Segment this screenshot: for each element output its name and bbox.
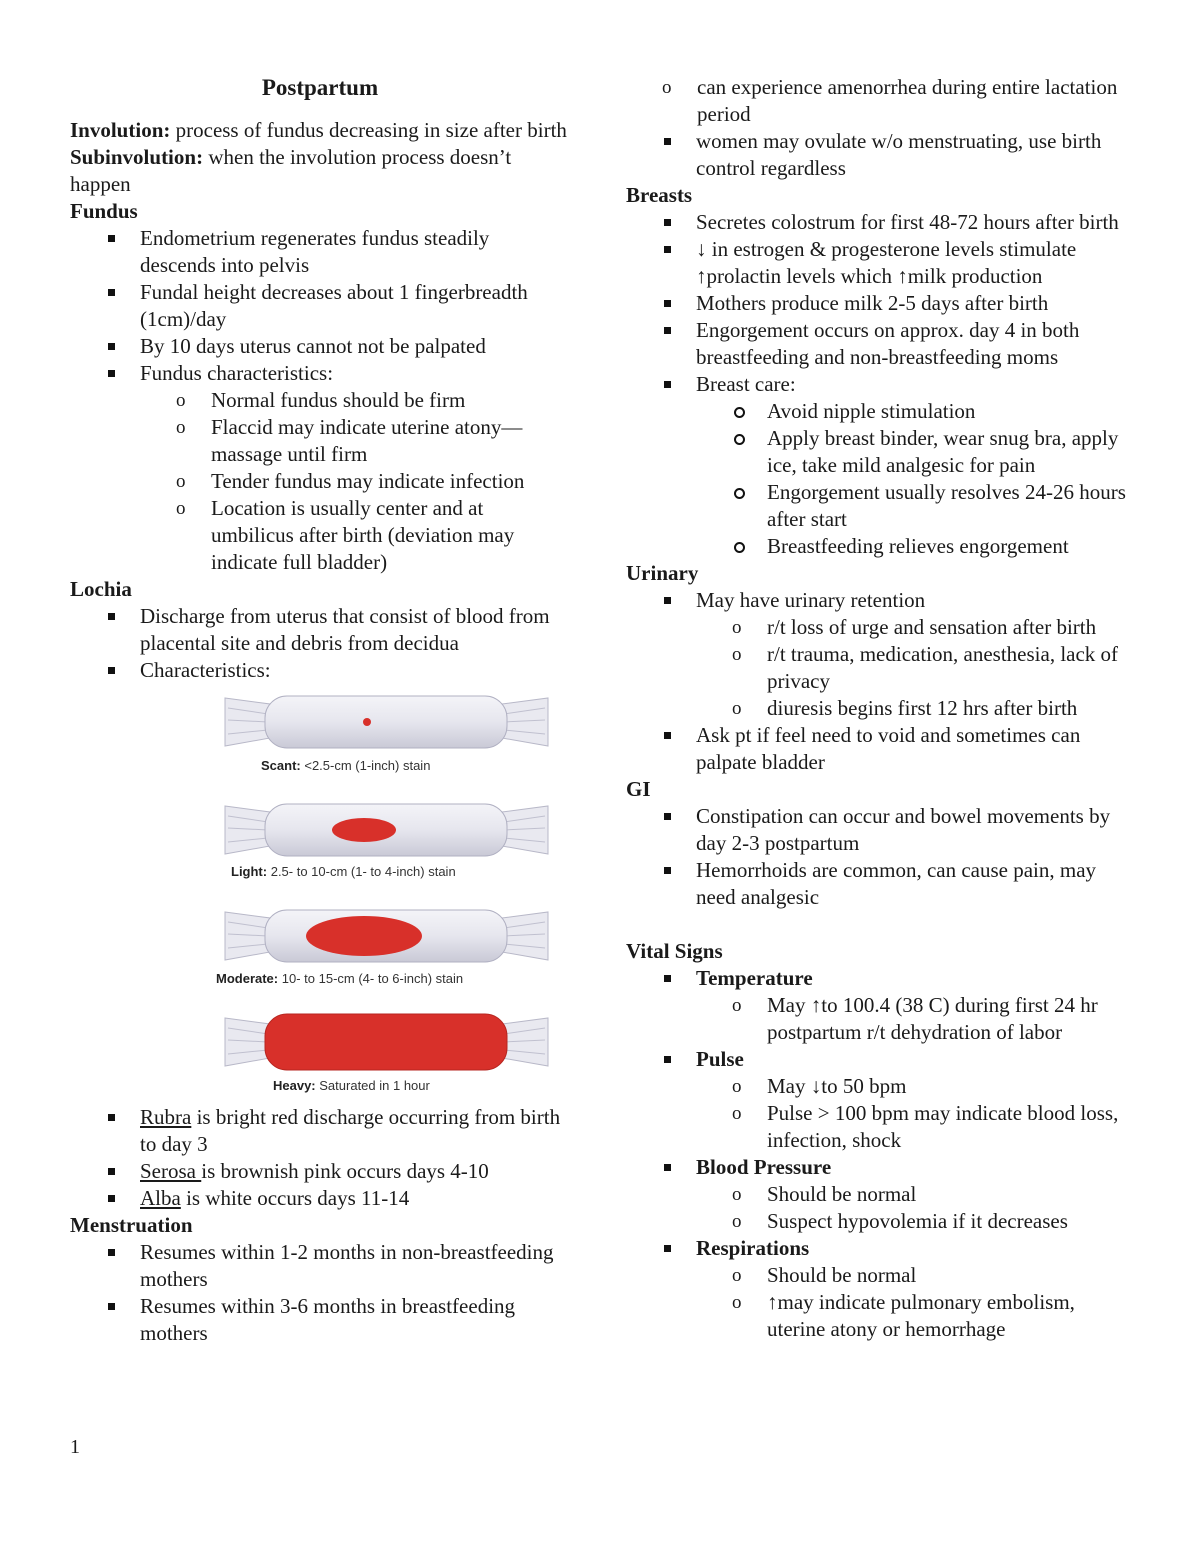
lochia-pad-figure <box>70 690 570 1100</box>
list-item <box>626 965 1136 1046</box>
list-item: Endometrium regenerates fundus steadily descends into pelvis <box>70 225 570 279</box>
list-item <box>626 371 1136 560</box>
pad-caption-label: Scant: <box>261 758 301 773</box>
lochia-types-list <box>70 1104 570 1212</box>
lochia-type-name: Alba <box>140 1186 181 1210</box>
sub-list-item: o Pulse > 100 bpm may indicate blood loss, infection, shock <box>626 1100 1136 1154</box>
page-number: 1 <box>70 1436 80 1458</box>
list-item: Engorgement occurs on approx. day 4 in both breastfeeding and non-breastfeeding moms <box>626 317 1136 371</box>
sub-list-item: o Tender fundus may indicate infection <box>70 468 570 495</box>
pad-moderate <box>225 910 548 962</box>
vital-name: Temperature <box>696 966 813 990</box>
pad-caption-desc: 2.5- to 10-cm (1- to 4-inch) stain <box>270 864 456 879</box>
vital-sub-list <box>626 1262 1136 1343</box>
vital-sub-list <box>626 1181 1136 1235</box>
pad-caption-label: Moderate: <box>216 971 279 986</box>
sub-list-item: o r/t trauma, medication, anesthesia, lack of privacy <box>626 641 1136 695</box>
sub-list-item: o ↑may indicate pulmonary embolism, uterine atony or hemorrhage <box>626 1289 1136 1343</box>
pad-light <box>225 804 548 856</box>
vital-sub-list <box>626 992 1136 1046</box>
breasts-list <box>626 209 1136 560</box>
sub-list-item: o May ↓to 50 bpm <box>626 1073 1136 1100</box>
pad-scant <box>225 696 548 748</box>
pad-caption-desc: 10- to 15-cm (4- to 6-inch) stain <box>281 971 464 986</box>
stain-scant <box>363 718 371 726</box>
sub-list-item: Avoid nipple stimulation <box>626 398 1136 425</box>
sub-list-item: o Suspect hypovolemia if it decreases <box>626 1208 1136 1235</box>
menstruation-sub-list <box>556 74 1136 128</box>
list-item: women may ovulate w/o menstruating, use birth control regardless <box>626 128 1136 182</box>
left-column <box>70 74 570 1347</box>
list-item: Resumes within 1-2 months in non-breastfeeding mothers <box>70 1239 570 1293</box>
right-column <box>626 74 1136 1343</box>
page-title: Postpartum <box>261 75 379 100</box>
stain-light <box>332 818 396 842</box>
definition-text: when the involution process doesn’t happen <box>70 145 512 196</box>
sub-list-item: o Location is usually center and at umbilicus after birth (deviation may indicate full bladder) <box>70 495 570 576</box>
list-item: By 10 days uterus cannot not be palpated <box>70 333 570 360</box>
list-item: Fundal height decreases about 1 fingerbreadth (1cm)/day <box>70 279 570 333</box>
section-heading-menstruation: Menstruation <box>70 1213 193 1237</box>
pad-caption-scant <box>261 752 430 779</box>
lochia-type-name: Rubra <box>140 1105 192 1129</box>
list-item: Secretes colostrum for first 48-72 hours after birth <box>626 209 1136 236</box>
section-heading-fundus: Fundus <box>70 199 138 223</box>
vital-sub-list <box>626 1073 1136 1154</box>
pad-caption-label: Heavy: <box>273 1078 316 1093</box>
pad-caption-light <box>231 858 456 885</box>
lochia-type-text: is white occurs days 11-14 <box>180 1186 410 1210</box>
section-heading-urinary: Urinary <box>626 561 699 585</box>
section-heading-lochia: Lochia <box>70 577 132 601</box>
definition-term: Subinvolution: <box>70 145 204 169</box>
list-item <box>626 1235 1136 1343</box>
pad-caption-heavy <box>273 1072 430 1099</box>
list-item <box>626 1154 1136 1235</box>
sub-list-item: Apply breast binder, wear snug bra, apply ice, take mild analgesic for pain <box>626 425 1136 479</box>
list-item <box>70 1104 570 1158</box>
list-item: Discharge from uterus that consist of blood from placental site and debris from decidua <box>70 603 570 657</box>
sub-list-item: Breastfeeding relieves engorgement <box>626 533 1136 560</box>
section-heading-vital-signs: Vital Signs <box>626 939 723 963</box>
stain-heavy <box>265 1014 507 1070</box>
list-item: ↓ in estrogen & progesterone levels stimulate ↑prolactin levels which ↑milk production <box>626 236 1136 290</box>
gi-list <box>626 803 1136 911</box>
sub-list-item: Engorgement usually resolves 24-26 hours after start <box>626 479 1136 533</box>
spacer <box>626 911 1136 938</box>
list-item <box>626 587 1136 722</box>
list-item: Characteristics: <box>70 657 570 684</box>
sub-list-item: o May ↑to 100.4 (38 C) during first 24 hr postpartum r/t dehydration of labor <box>626 992 1136 1046</box>
lochia-type-text: is brownish pink occurs days 4-10 <box>201 1159 489 1183</box>
lochia-type-name: Serosa <box>140 1159 202 1183</box>
urinary-list <box>626 587 1136 776</box>
list-item-text: Fundus characteristics: <box>140 361 334 385</box>
pad-caption-label: Light: <box>231 864 268 879</box>
vital-name: Blood Pressure <box>696 1155 832 1179</box>
vitals-list <box>626 965 1136 1343</box>
definition-term: Involution: <box>70 118 171 142</box>
list-item: Hemorrhoids are common, can cause pain, may need analgesic <box>626 857 1136 911</box>
fundus-characteristics-list <box>70 387 570 576</box>
sub-list-item: o r/t loss of urge and sensation after birth <box>626 614 1136 641</box>
list-item <box>70 1185 570 1212</box>
vital-name: Respirations <box>696 1236 810 1260</box>
section-heading-gi: GI <box>626 777 651 801</box>
sub-list-item: o Normal fundus should be firm <box>70 387 570 414</box>
fundus-list <box>70 225 570 576</box>
stain-moderate <box>306 916 422 956</box>
list-item <box>70 1158 570 1185</box>
breast-care-list <box>626 398 1136 560</box>
list-item: Constipation can occur and bowel movements by day 2-3 postpartum <box>626 803 1136 857</box>
urinary-sub-list <box>626 614 1136 722</box>
menstruation-list <box>70 1239 570 1347</box>
definition-involution <box>70 117 570 144</box>
menstruation-more-list <box>626 128 1136 182</box>
sub-list-item: o can experience amenorrhea during entire lactation period <box>556 74 1136 128</box>
list-item-text: Breast care: <box>696 372 796 396</box>
list-item: Ask pt if feel need to void and sometimes can palpate bladder <box>626 722 1136 776</box>
vital-name: Pulse <box>696 1047 744 1071</box>
list-item <box>626 1046 1136 1154</box>
lochia-list <box>70 603 570 684</box>
pad-caption-desc: Saturated in 1 hour <box>319 1078 430 1093</box>
sub-list-item: o Should be normal <box>626 1181 1136 1208</box>
sub-list-item: o diuresis begins first 12 hrs after birth <box>626 695 1136 722</box>
pad-caption-desc: <2.5-cm (1-inch) stain <box>304 758 431 773</box>
definition-text: process of fundus decreasing in size after birth <box>170 118 567 142</box>
pad-caption-moderate <box>216 965 463 992</box>
sub-list-item: o Should be normal <box>626 1262 1136 1289</box>
section-heading-breasts: Breasts <box>626 183 693 207</box>
list-item: Mothers produce milk 2-5 days after birth <box>626 290 1136 317</box>
list-item-text: May have urinary retention <box>696 588 926 612</box>
lochia-type-text: is bright red discharge occurring from birth to day 3 <box>140 1105 561 1156</box>
list-item <box>70 360 570 576</box>
definition-subinvolution <box>70 144 570 198</box>
sub-list-item: o Flaccid may indicate uterine atony—massage until firm <box>70 414 570 468</box>
list-item: Resumes within 3-6 months in breastfeeding mothers <box>70 1293 570 1347</box>
pad-heavy <box>225 1014 548 1070</box>
